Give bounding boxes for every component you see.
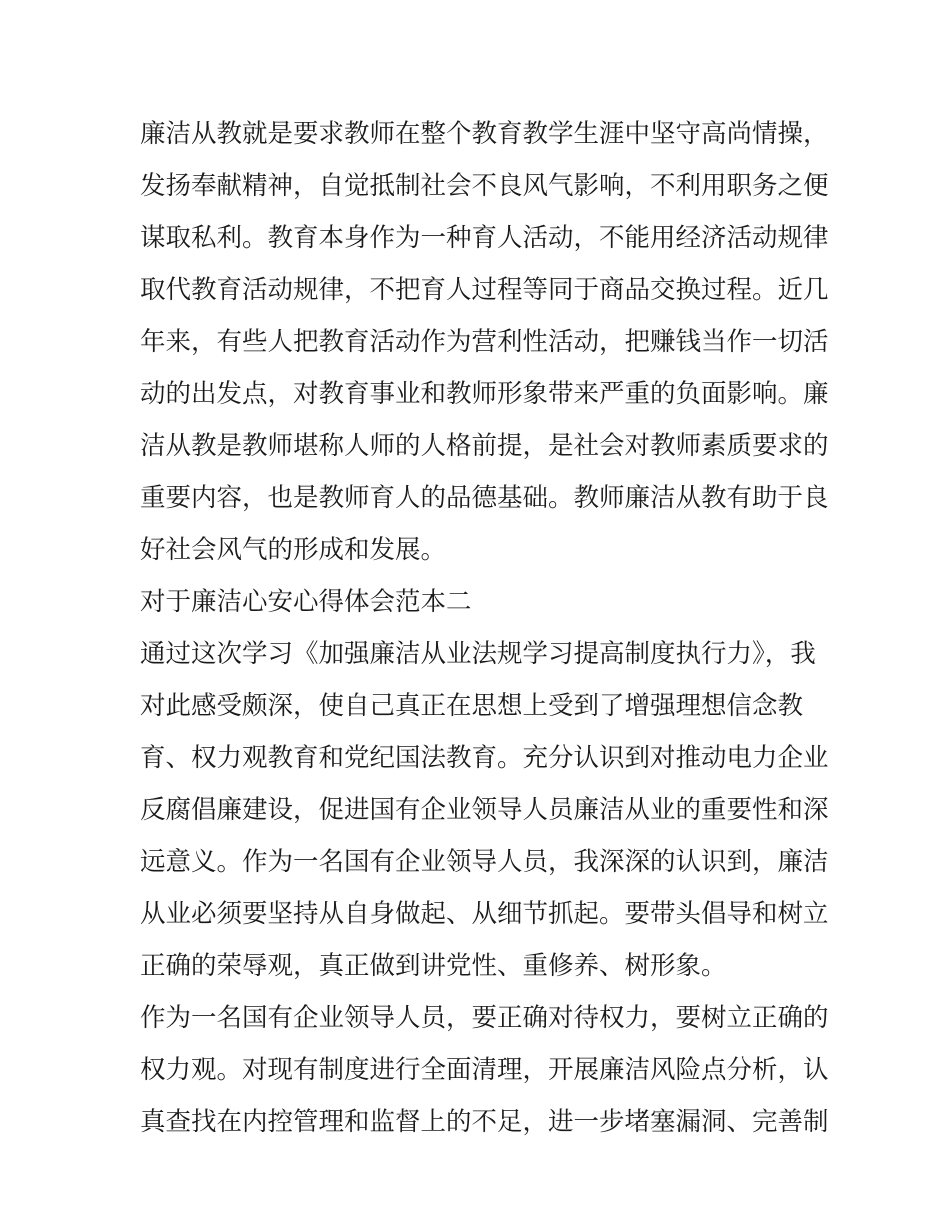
text-line: 正确的荣辱观，真正做到讲党性、重修养、树形象。 <box>140 951 727 981</box>
text-line: 动的出发点，对教育事业和教师形象带来严重的负面影响。廉 <box>140 379 829 409</box>
document-body <box>140 108 829 1148</box>
text-line: 好社会风气的形成和发展。 <box>140 535 447 565</box>
section-heading: 对于廉洁心安心得体会范本二 <box>140 587 472 617</box>
text-line: 作为一名国有企业领导人员，要正确对待权力，要树立正确的 <box>140 1003 829 1033</box>
text-line: 对此感受颇深，使自己真正在思想上受到了增强理想信念教 <box>140 691 804 721</box>
text-line: 真查找在内控管理和监督上的不足，进一步堵塞漏洞、完善制 <box>140 1107 829 1137</box>
text-line: 通过这次学习《加强廉洁从业法规学习提高制度执行力》，我 <box>140 639 816 669</box>
text-line: 取代教育活动规律，不把育人过程等同于商品交换过程。近几 <box>140 275 829 305</box>
text-line: 洁从教是教师堪称人师的人格前提，是社会对教师素质要求的 <box>140 431 829 461</box>
text-line: 权力观。对现有制度进行全面清理，开展廉洁风险点分析，认 <box>140 1055 829 1085</box>
text-line: 谋取私利。教育本身作为一种育人活动，不能用经济活动规律 <box>140 223 829 253</box>
text-line: 育、权力观教育和党纪国法教育。充分认识到对推动电力企业 <box>140 743 829 773</box>
text-line: 远意义。作为一名国有企业领导人员，我深深的认识到，廉洁 <box>140 847 829 877</box>
text-line: 年来，有些人把教育活动作为营利性活动，把赚钱当作一切活 <box>140 327 829 357</box>
text-line: 反腐倡廉建设，促进国有企业领导人员廉洁从业的重要性和深 <box>140 795 829 825</box>
text-line: 从业必须要坚持从自身做起、从细节抓起。要带头倡导和树立 <box>140 899 829 929</box>
text-line: 廉洁从教就是要求教师在整个教育教学生涯中坚守高尚情操， <box>140 119 829 149</box>
text-line: 发扬奉献精神，自觉抵制社会不良风气影响，不利用职务之便 <box>140 171 829 201</box>
text-line: 重要内容，也是教师育人的品德基础。教师廉洁从教有助于良 <box>140 483 829 513</box>
